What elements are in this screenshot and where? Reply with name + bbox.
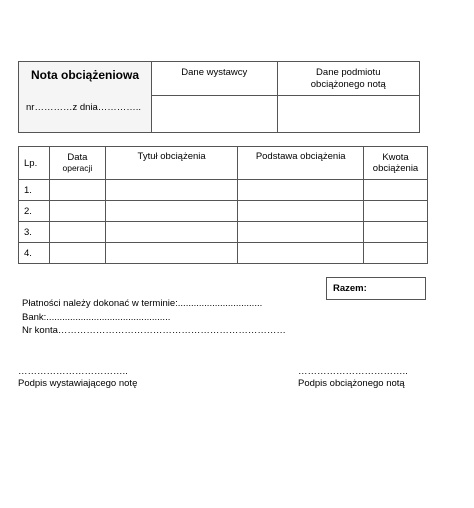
debtor-label-line1: Dane podmiotu xyxy=(316,67,381,78)
basis-cell[interactable] xyxy=(238,222,364,243)
document-title: Nota obciążeniowa xyxy=(30,68,140,82)
debtor-label-line2: obciążonego notą xyxy=(310,79,386,90)
table-row xyxy=(19,222,428,243)
issuer-label: Dane wystawcy xyxy=(181,67,248,78)
total-label: Razem: xyxy=(333,283,367,294)
title-cell[interactable] xyxy=(105,201,238,222)
basis-cell[interactable] xyxy=(238,243,364,264)
col-basis-label: Podstawa obciążenia xyxy=(255,151,346,162)
bank-line: Bank:............................................... xyxy=(22,312,171,323)
debtor-signature-label: Podpis obciążonego notą xyxy=(298,378,405,389)
col-amount-header xyxy=(364,147,428,180)
row-number: 2. xyxy=(19,201,50,222)
row-number: 3. xyxy=(19,222,50,243)
basis-cell[interactable] xyxy=(238,180,364,201)
title-cell xyxy=(19,62,152,133)
items-header-row xyxy=(19,147,428,180)
col-amount-label-1: Kwota xyxy=(382,152,409,163)
amount-cell[interactable] xyxy=(364,222,428,243)
col-title-header xyxy=(105,147,238,180)
number-date-line: nr…………z dnia………….. xyxy=(26,102,142,113)
date-cell[interactable] xyxy=(49,243,105,264)
debtor-label-cell xyxy=(277,62,419,96)
header-table xyxy=(18,61,420,133)
title-cell[interactable] xyxy=(105,243,238,264)
row-number: 4. xyxy=(19,243,50,264)
col-date-header xyxy=(49,147,105,180)
table-row xyxy=(19,180,428,201)
basis-cell[interactable] xyxy=(238,201,364,222)
debtor-signature-dots: …………………………….. xyxy=(298,366,408,377)
date-cell[interactable] xyxy=(49,222,105,243)
col-basis-header xyxy=(238,147,364,180)
col-amount-label-2: obciążenia xyxy=(372,163,419,174)
amount-cell[interactable] xyxy=(364,243,428,264)
amount-cell[interactable] xyxy=(364,201,428,222)
col-title-label: Tytuł obciążenia xyxy=(137,151,206,162)
col-date-label-1: Data xyxy=(67,152,88,163)
table-row xyxy=(19,243,428,264)
total-box[interactable] xyxy=(326,277,426,300)
account-number-line: Nr konta……………………………………………………………… xyxy=(22,325,286,336)
issuer-data-field[interactable] xyxy=(152,96,278,133)
date-cell[interactable] xyxy=(49,180,105,201)
issuer-signature-label: Podpis wystawiającego notę xyxy=(18,378,138,389)
row-number: 1. xyxy=(19,180,50,201)
payment-deadline-line: Płatności należy dokonać w terminie:................................ xyxy=(22,298,263,309)
col-lp-label: Lp. xyxy=(24,157,38,169)
issuer-signature-dots: …………………………….. xyxy=(18,366,128,377)
issuer-label-cell xyxy=(152,62,278,96)
table-row xyxy=(19,201,428,222)
items-table xyxy=(18,146,428,264)
title-cell[interactable] xyxy=(105,180,238,201)
col-date-label-2: operacji xyxy=(62,163,93,173)
col-lp-header xyxy=(19,147,50,180)
title-cell[interactable] xyxy=(105,222,238,243)
debtor-data-field[interactable] xyxy=(277,96,419,133)
date-cell[interactable] xyxy=(49,201,105,222)
amount-cell[interactable] xyxy=(364,180,428,201)
